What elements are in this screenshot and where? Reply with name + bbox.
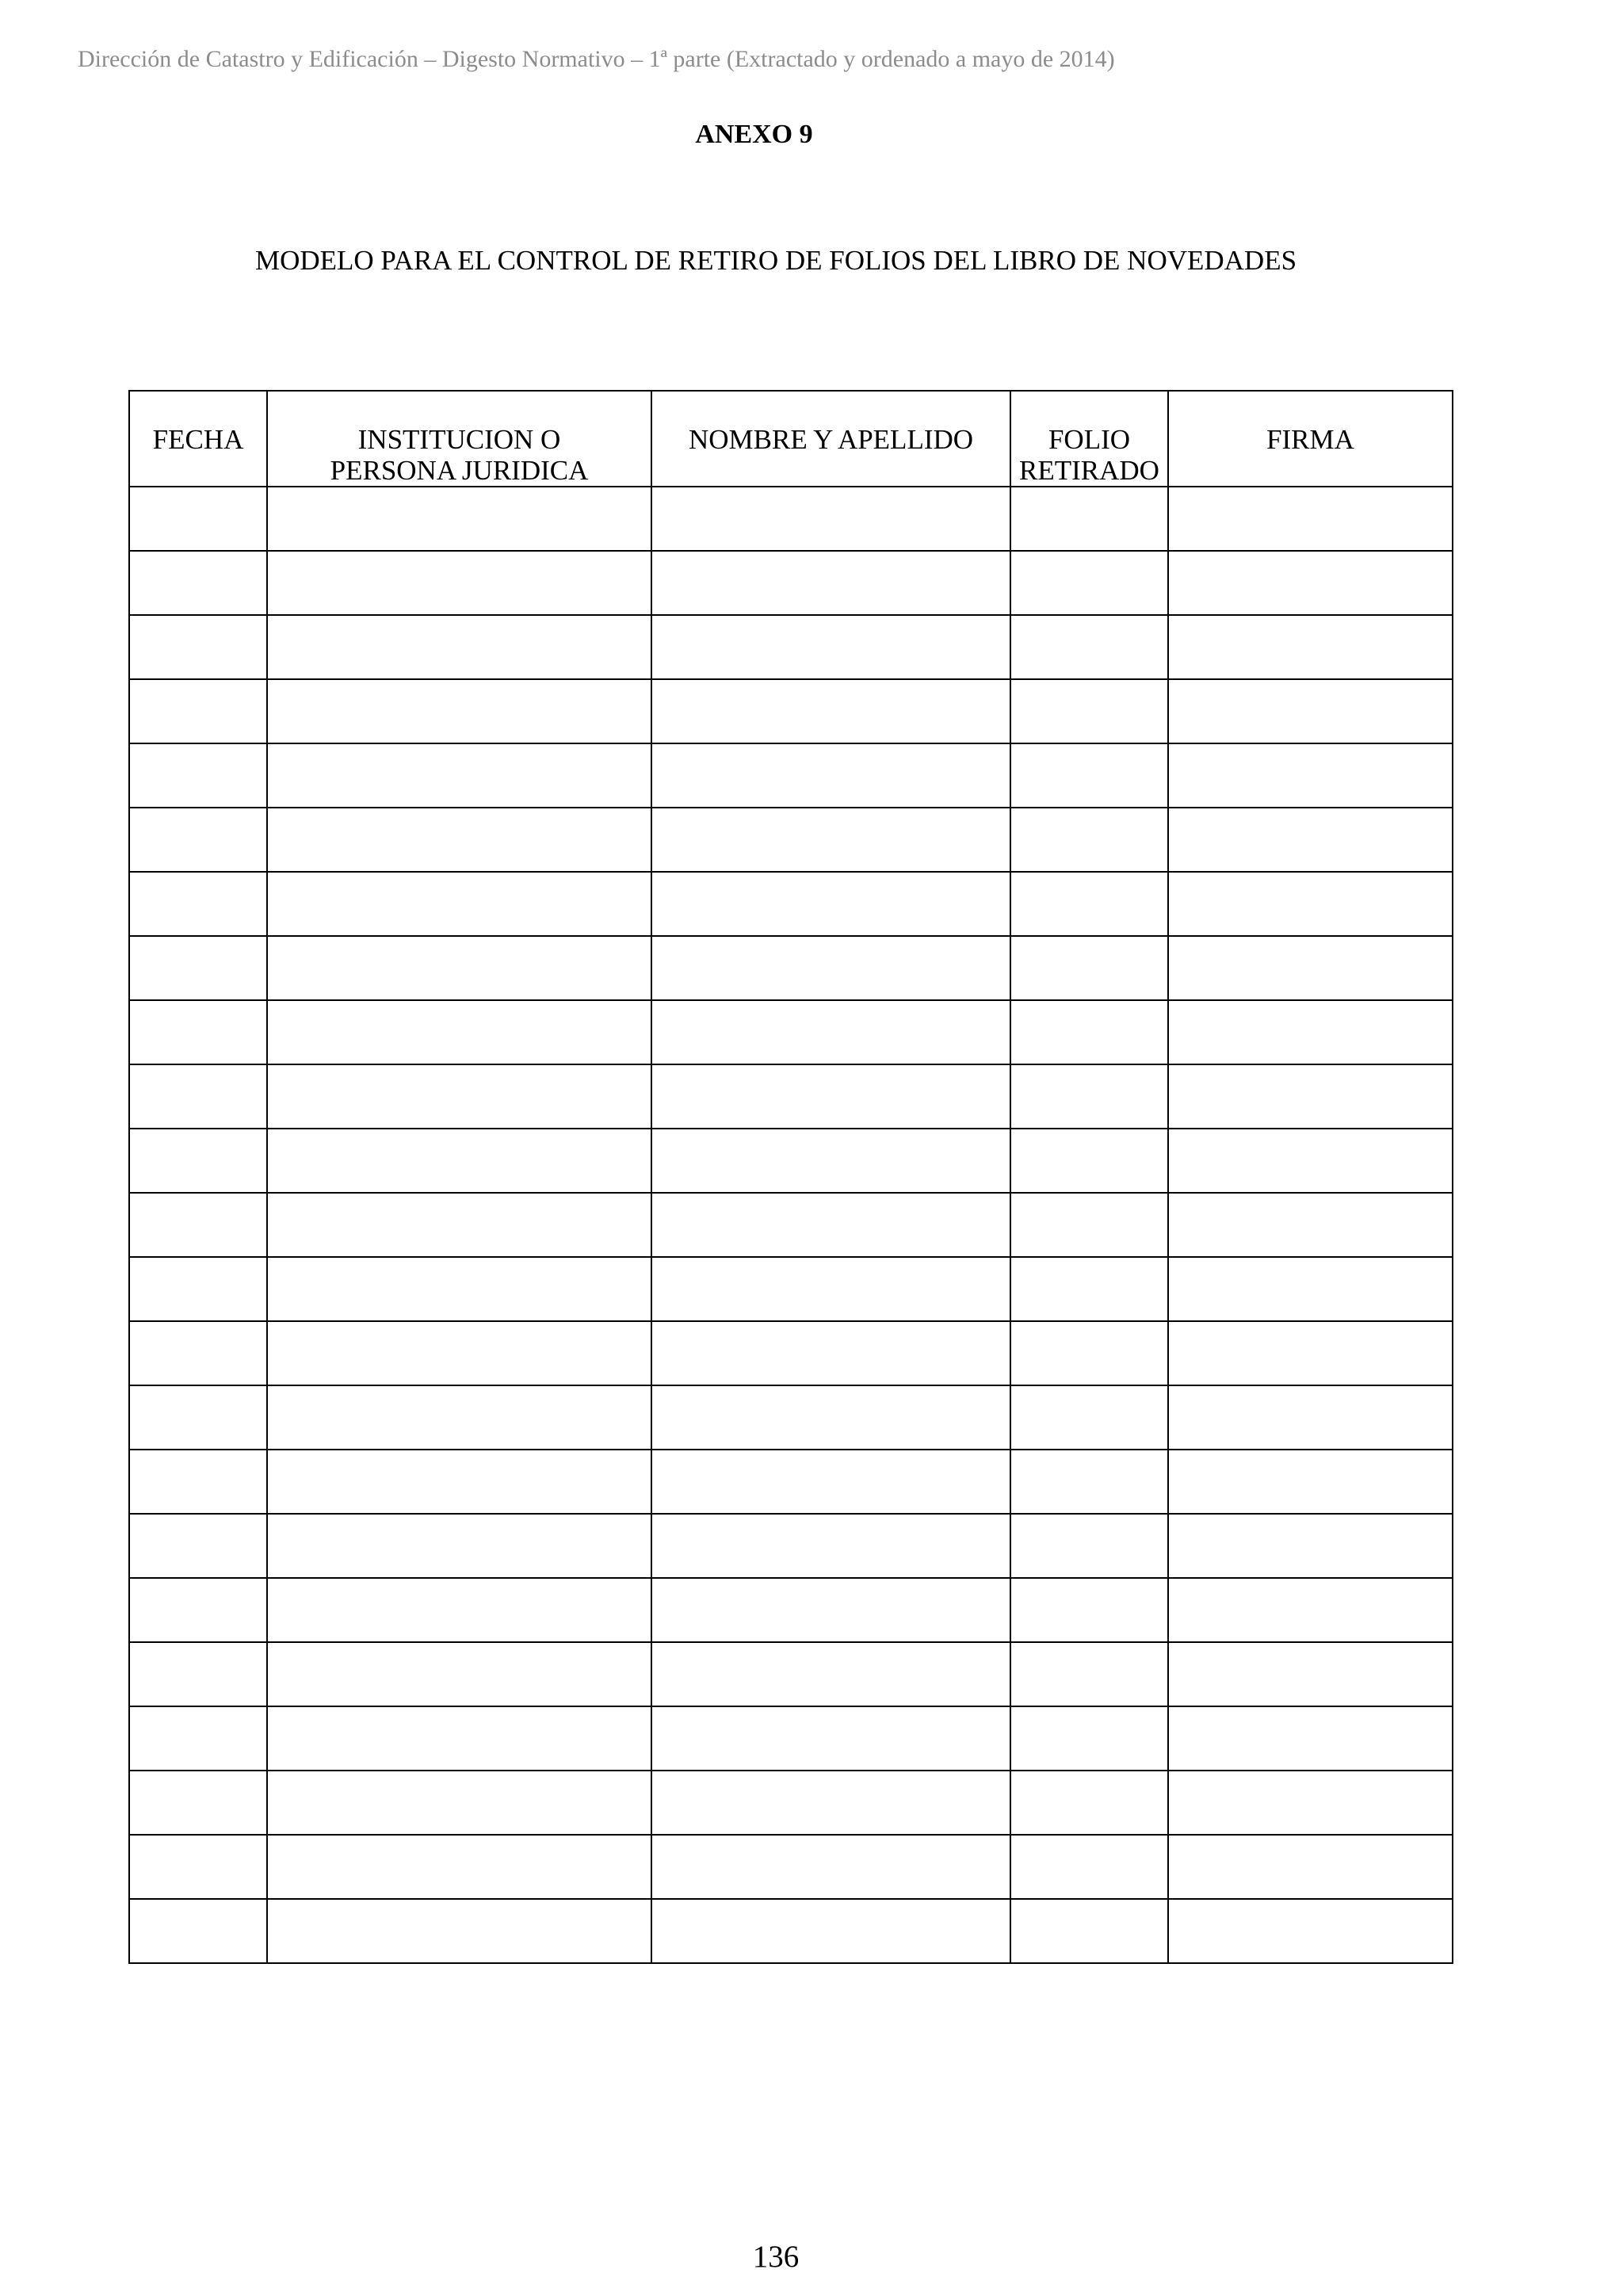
institucion-cell — [267, 808, 651, 872]
folio-retirado-cell — [1010, 1385, 1168, 1450]
firma-cell — [1168, 1835, 1453, 1899]
table-row — [129, 743, 1453, 808]
firma-cell — [1168, 936, 1453, 1000]
table-row — [129, 1450, 1453, 1514]
institucion-cell — [267, 936, 651, 1000]
form-title: MODELO PARA EL CONTROL DE RETIRO DE FOLIOS DEL LIBRO DE NOVEDADES — [254, 245, 1297, 276]
table-row — [129, 1706, 1453, 1771]
institucion-cell — [267, 487, 651, 551]
firma-cell — [1168, 1000, 1453, 1064]
firma-cell — [1168, 679, 1453, 743]
nombre-apellido-cell — [651, 1578, 1010, 1642]
column-header-firma — [1168, 391, 1453, 487]
table-row — [129, 872, 1453, 936]
fecha-cell — [129, 1064, 267, 1129]
institucion-cell — [267, 1514, 651, 1578]
fecha-cell — [129, 743, 267, 808]
nombre-apellido-cell — [651, 1899, 1010, 1963]
institucion-cell — [267, 1064, 651, 1129]
nombre-apellido-cell — [651, 1385, 1010, 1450]
folio-retirado-cell — [1010, 1000, 1168, 1064]
institucion-cell — [267, 1257, 651, 1321]
institucion-cell — [267, 1129, 651, 1193]
nombre-apellido-cell — [651, 1064, 1010, 1129]
table-row — [129, 1321, 1453, 1385]
column-header-line: FECHA — [152, 424, 244, 455]
annex-title: ANEXO 9 — [695, 120, 813, 149]
fecha-cell — [129, 679, 267, 743]
fecha-cell — [129, 1193, 267, 1257]
folio-retirado-cell — [1010, 551, 1168, 615]
fecha-cell — [129, 1578, 267, 1642]
table-row — [129, 1578, 1453, 1642]
folio-retirado-cell — [1010, 615, 1168, 679]
fecha-cell — [129, 1771, 267, 1835]
fecha-cell — [129, 936, 267, 1000]
fecha-cell — [129, 1450, 267, 1514]
firma-cell — [1168, 1578, 1453, 1642]
firma-cell — [1168, 1385, 1453, 1450]
column-header-line: RETIRADO — [1019, 455, 1159, 486]
firma-cell — [1168, 808, 1453, 872]
nombre-apellido-cell — [651, 1321, 1010, 1385]
table-row — [129, 1064, 1453, 1129]
nombre-apellido-cell — [651, 1514, 1010, 1578]
nombre-apellido-cell — [651, 808, 1010, 872]
table-row — [129, 679, 1453, 743]
institucion-cell — [267, 551, 651, 615]
nombre-apellido-cell — [651, 1129, 1010, 1193]
folio-retirado-cell — [1010, 743, 1168, 808]
firma-cell — [1168, 551, 1453, 615]
nombre-apellido-cell — [651, 615, 1010, 679]
firma-cell — [1168, 1064, 1453, 1129]
table-row — [129, 1642, 1453, 1706]
nombre-apellido-cell — [651, 1771, 1010, 1835]
folio-retirado-cell — [1010, 1835, 1168, 1899]
fecha-cell — [129, 1321, 267, 1385]
institucion-cell — [267, 1835, 651, 1899]
fecha-cell — [129, 551, 267, 615]
institucion-cell — [267, 1450, 651, 1514]
firma-cell — [1168, 743, 1453, 808]
institucion-cell — [267, 615, 651, 679]
fecha-cell — [129, 1385, 267, 1450]
folio-retirado-cell — [1010, 1321, 1168, 1385]
column-header-line: FOLIO — [1048, 424, 1131, 455]
table-row — [129, 487, 1453, 551]
column-header-line: INSTITUCION O — [357, 424, 561, 455]
fecha-cell — [129, 1000, 267, 1064]
nombre-apellido-cell — [651, 872, 1010, 936]
folio-retirado-cell — [1010, 1578, 1168, 1642]
column-header-line: PERSONA JURIDICA — [330, 455, 589, 486]
table-row — [129, 1835, 1453, 1899]
table-row — [129, 1000, 1453, 1064]
fecha-cell — [129, 872, 267, 936]
column-header-line: FIRMA — [1266, 424, 1354, 455]
institucion-cell — [267, 679, 651, 743]
folio-retirado-cell — [1010, 1193, 1168, 1257]
nombre-apellido-cell — [651, 1193, 1010, 1257]
firma-cell — [1168, 1771, 1453, 1835]
table-row — [129, 1771, 1453, 1835]
folio-retirado-cell — [1010, 1064, 1168, 1129]
nombre-apellido-cell — [651, 679, 1010, 743]
nombre-apellido-cell — [651, 487, 1010, 551]
nombre-apellido-cell — [651, 1642, 1010, 1706]
firma-cell — [1168, 615, 1453, 679]
table-row — [129, 1129, 1453, 1193]
fecha-cell — [129, 1129, 267, 1193]
page-number: 136 — [752, 2240, 800, 2274]
firma-cell — [1168, 1193, 1453, 1257]
folio-retirado-cell — [1010, 1706, 1168, 1771]
firma-cell — [1168, 1129, 1453, 1193]
firma-cell — [1168, 1321, 1453, 1385]
table-row — [129, 808, 1453, 872]
table-row — [129, 1257, 1453, 1321]
nombre-apellido-cell — [651, 1000, 1010, 1064]
firma-cell — [1168, 1257, 1453, 1321]
column-header-nombre-apellido — [651, 391, 1010, 487]
institucion-cell — [267, 1385, 651, 1450]
fecha-cell — [129, 1257, 267, 1321]
running-header: Dirección de Catastro y Edificación – Digesto Normativo – 1ª parte (Extractado y ordenado a mayo de 2014) — [78, 46, 1115, 72]
folio-retirado-cell — [1010, 1450, 1168, 1514]
folio-retirado-cell — [1010, 872, 1168, 936]
nombre-apellido-cell — [651, 936, 1010, 1000]
institucion-cell — [267, 1706, 651, 1771]
institucion-cell — [267, 1899, 651, 1963]
folio-retirado-cell — [1010, 1642, 1168, 1706]
fecha-cell — [129, 615, 267, 679]
institucion-cell — [267, 872, 651, 936]
institucion-cell — [267, 1321, 651, 1385]
institucion-cell — [267, 1000, 651, 1064]
institucion-cell — [267, 743, 651, 808]
fecha-cell — [129, 487, 267, 551]
column-header-fecha — [129, 391, 267, 487]
folio-retirado-cell — [1010, 679, 1168, 743]
institucion-cell — [267, 1771, 651, 1835]
firma-cell — [1168, 1899, 1453, 1963]
institucion-cell — [267, 1642, 651, 1706]
table-row — [129, 1193, 1453, 1257]
nombre-apellido-cell — [651, 743, 1010, 808]
fecha-cell — [129, 1642, 267, 1706]
nombre-apellido-cell — [651, 1450, 1010, 1514]
fecha-cell — [129, 808, 267, 872]
firma-cell — [1168, 487, 1453, 551]
firma-cell — [1168, 872, 1453, 936]
table-row — [129, 551, 1453, 615]
nombre-apellido-cell — [651, 1835, 1010, 1899]
table-row — [129, 1899, 1453, 1963]
firma-cell — [1168, 1450, 1453, 1514]
nombre-apellido-cell — [651, 1706, 1010, 1771]
institucion-cell — [267, 1578, 651, 1642]
table-row — [129, 1514, 1453, 1578]
folio-retirado-cell — [1010, 487, 1168, 551]
fecha-cell — [129, 1835, 267, 1899]
nombre-apellido-cell — [651, 1257, 1010, 1321]
column-header-line: NOMBRE Y APELLIDO — [688, 424, 974, 455]
fecha-cell — [129, 1899, 267, 1963]
firma-cell — [1168, 1706, 1453, 1771]
nombre-apellido-cell — [651, 551, 1010, 615]
firma-cell — [1168, 1642, 1453, 1706]
table-header-row — [129, 391, 1453, 487]
folio-retirado-cell — [1010, 808, 1168, 872]
folio-retirado-cell — [1010, 1514, 1168, 1578]
table-row — [129, 1385, 1453, 1450]
folio-retirado-cell — [1010, 1771, 1168, 1835]
institucion-cell — [267, 1193, 651, 1257]
folio-retirado-cell — [1010, 936, 1168, 1000]
fecha-cell — [129, 1514, 267, 1578]
column-header-institucion — [267, 391, 651, 487]
folio-retirado-cell — [1010, 1129, 1168, 1193]
firma-cell — [1168, 1514, 1453, 1578]
column-header-folio-retirado — [1010, 391, 1168, 487]
folio-retirado-cell — [1010, 1899, 1168, 1963]
table-body — [129, 487, 1453, 1963]
fecha-cell — [129, 1706, 267, 1771]
folio-withdrawal-register-table — [128, 390, 1453, 1964]
folio-retirado-cell — [1010, 1257, 1168, 1321]
table-row — [129, 615, 1453, 679]
table-row — [129, 936, 1453, 1000]
